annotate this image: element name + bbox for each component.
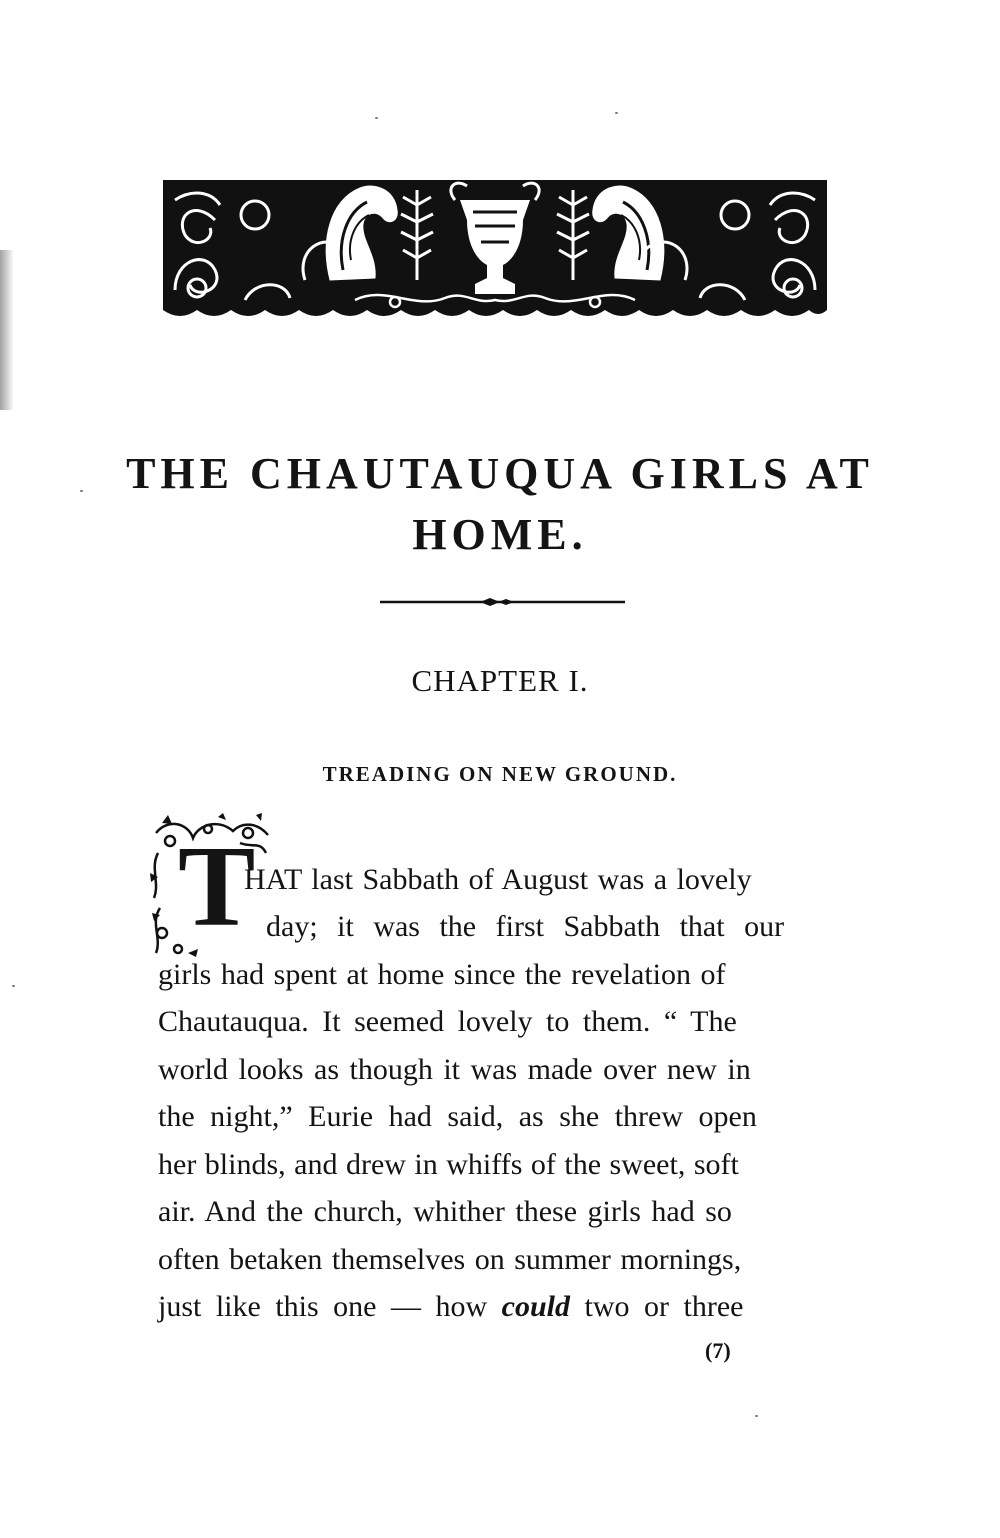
text-line-10-start: just like this one — how bbox=[158, 1290, 502, 1323]
text-line-4: Chautauqua. It seemed lovely to them. “ The bbox=[158, 1005, 737, 1038]
book-title-line-2: HOME. bbox=[412, 510, 588, 559]
scan-speck bbox=[12, 985, 15, 987]
page-number: (7) bbox=[705, 1338, 731, 1363]
scan-speck bbox=[80, 490, 83, 492]
page-edge-shadow bbox=[0, 250, 14, 410]
chapter-heading: CHAPTER I. bbox=[411, 663, 589, 698]
text-line-10-end: two or three bbox=[570, 1290, 744, 1323]
chapter-subtitle: TREADING ON NEW GROUND. bbox=[322, 762, 678, 786]
scan-speck bbox=[755, 1415, 758, 1417]
text-line-10-emphasis: could bbox=[501, 1290, 570, 1323]
text-line-5: world looks as though it was made over new in bbox=[158, 1053, 751, 1086]
text-line-7: her blinds, and drew in whiffs of the sweet, soft bbox=[158, 1148, 739, 1181]
text-line-2: day; it was the first Sabbath that our bbox=[266, 910, 785, 943]
text-line-3: girls had spent at home since the revelation of bbox=[158, 958, 726, 991]
scan-speck bbox=[375, 117, 378, 119]
dropcap-letter: T bbox=[178, 823, 256, 951]
text-line-10 bbox=[158, 1292, 743, 1322]
text-line-6: the night,” Eurie had said, as she threw open bbox=[158, 1100, 757, 1133]
scan-speck bbox=[615, 112, 618, 114]
text-line-9: often betaken themselves on summer mornings, bbox=[158, 1243, 742, 1276]
text-line-8: air. And the church, whither these girls had so bbox=[158, 1195, 732, 1228]
decorative-rule-icon bbox=[380, 597, 625, 607]
ornamental-headpiece-icon bbox=[155, 160, 835, 325]
text-line-1: HAT last Sabbath of August was a lovely bbox=[244, 863, 752, 896]
book-title-line-1: THE CHAUTAUQUA GIRLS AT bbox=[126, 449, 874, 498]
